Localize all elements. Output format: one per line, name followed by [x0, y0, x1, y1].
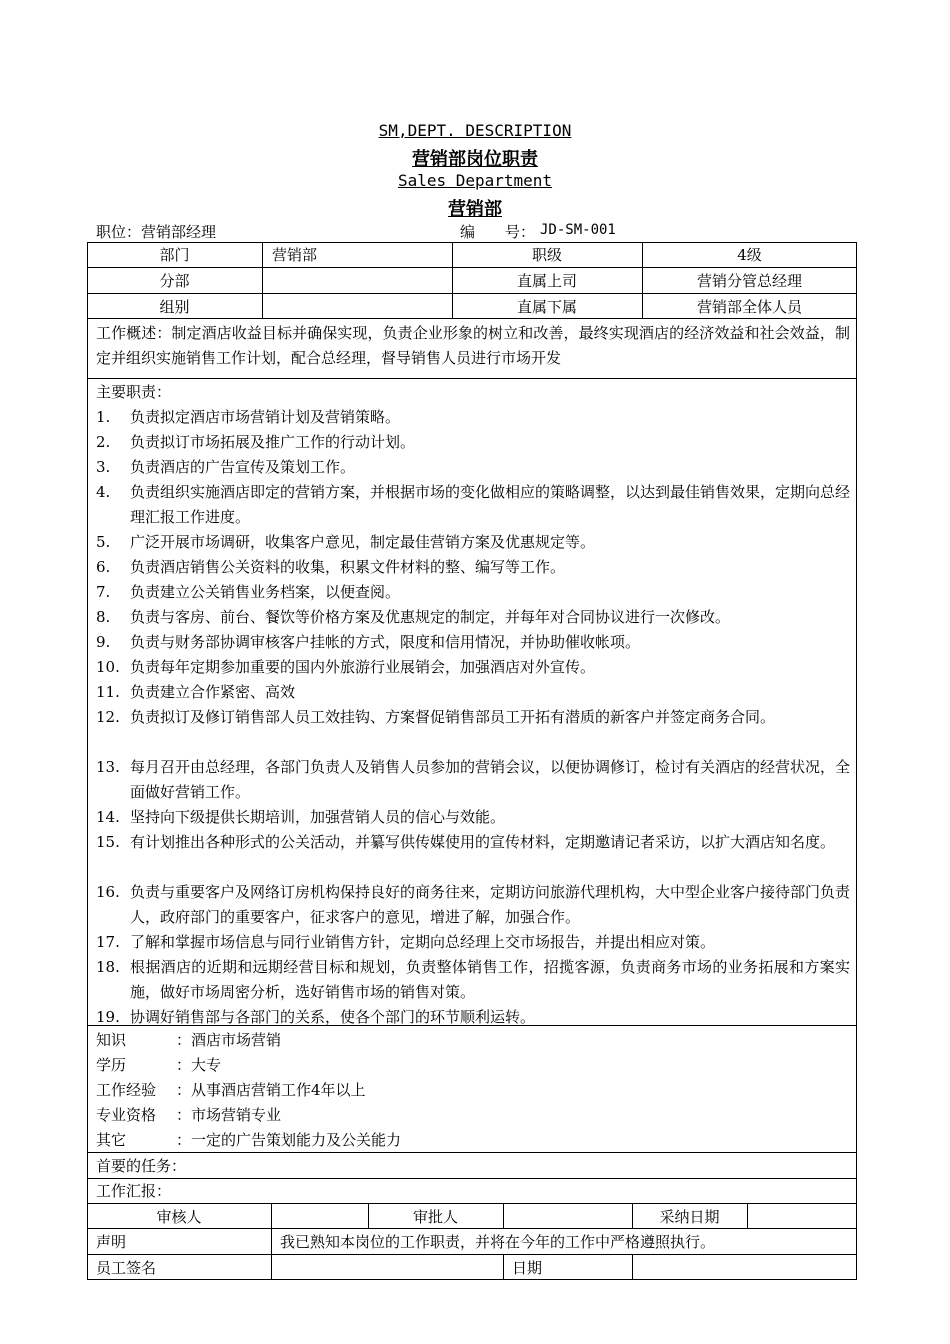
subordinate-value: 营销部全体人员 — [696, 298, 802, 316]
signoff-col-divider — [503, 1254, 504, 1280]
duty-item: 负责酒店的广告宣传及策划工作。 — [130, 458, 356, 476]
duty-number: 17. — [96, 933, 120, 951]
other-label: 其它 — [96, 1131, 127, 1149]
statement-text: 我已熟知本岗位的工作职责，并将在今年的工作中严格遵照执行。 — [280, 1233, 716, 1251]
duty-number: 16. — [96, 883, 120, 901]
info-col-divider — [262, 242, 263, 319]
duty-number: 7. — [96, 583, 111, 601]
duty-number: 10. — [96, 658, 120, 676]
position-title: 职位：营销部经理 — [96, 223, 217, 241]
duty-number: 9. — [96, 633, 111, 651]
duty-number: 13. — [96, 758, 120, 776]
header-department-chinese: 营销部 — [448, 199, 502, 220]
duty-item: 负责每年定期参加重要的国内外旅游行业展销会，加强酒店对外宣传。 — [130, 658, 596, 676]
duty-number: 19. — [96, 1008, 120, 1026]
duty-number: 1. — [96, 408, 111, 426]
duty-number: 12. — [96, 708, 120, 726]
duty-item: 协调好销售部与各部门的关系，使各个部门的环节顺利运转。 — [130, 1008, 536, 1026]
info-row-divider — [87, 293, 857, 294]
education-value: ：大专 — [176, 1056, 222, 1074]
duty-item: 了解和掌握市场信息与同行业销售方针，定期向总经理上交市场报告，并提出相应对策。 — [130, 933, 716, 951]
knowledge-row — [96, 1028, 281, 1052]
experience-label: 工作经验 — [96, 1081, 157, 1099]
duty-number: 11. — [96, 683, 120, 701]
duty-item: 负责建立合作紧密、高效 — [130, 683, 296, 701]
duty-number: 18. — [96, 958, 120, 976]
education-row — [96, 1053, 221, 1077]
grade-label: 职级 — [531, 246, 562, 264]
reviewer-label: 审核人 — [156, 1208, 202, 1226]
duty-item: 负责拟订及修订销售部人员工效挂钩、方案督促销售部员工开拓有潜质的新客户并签定商务合同。 — [130, 708, 776, 726]
primary-tasks-box — [87, 1152, 857, 1179]
work-report-label: 工作汇报： — [96, 1182, 172, 1200]
duty-item: 负责与财务部协调审核客户挂帐的方式，限度和信用情况，并协助催收帐项。 — [130, 633, 641, 651]
signoff-col-divider — [632, 1254, 633, 1280]
employee-signature-label: 员工签名 — [96, 1259, 157, 1277]
group-label: 组别 — [159, 298, 190, 316]
knowledge-label: 知识 — [96, 1031, 127, 1049]
subordinate-label: 直属下属 — [516, 298, 577, 316]
primary-tasks-label: 首要的任务： — [96, 1157, 187, 1175]
signoff-col-divider — [503, 1203, 504, 1229]
department-value: 营销部 — [272, 246, 318, 264]
duty-item: 负责与客房、前台、餐饮等价格方案及优惠规定的制定，并每年对合同协议进行一次修改。 — [130, 608, 731, 626]
duty-number: 15. — [96, 833, 120, 851]
duties-title: 主要职责： — [96, 383, 172, 401]
duty-item: 负责建立公关销售业务档案，以便查阅。 — [130, 583, 401, 601]
statement-label: 声明 — [96, 1233, 127, 1251]
certification-label: 专业资格 — [96, 1106, 157, 1124]
signoff-col-divider — [747, 1203, 748, 1229]
info-row-divider — [87, 267, 857, 268]
duty-number: 5. — [96, 533, 111, 551]
duty-number: 3. — [96, 458, 111, 476]
duty-number: 6. — [96, 558, 111, 576]
certification-row — [96, 1103, 281, 1127]
duty-item: 每月召开由总经理，各部门负责人及销售人员参加的营销会议，以便协调修订，检讨有关酒店的经营状况，全面做好营销工作。 — [130, 758, 851, 801]
duty-item: 负责拟订市场拓展及推广工作的行动计划。 — [130, 433, 416, 451]
adopt-date-label: 采纳日期 — [659, 1208, 720, 1226]
duty-number: 14. — [96, 808, 120, 826]
header-english-title: SM,DEPT. DESCRIPTION — [378, 121, 572, 140]
duty-item: 负责拟定酒店市场营销计划及营销策略。 — [130, 408, 401, 426]
superior-value: 营销分管总经理 — [696, 272, 802, 290]
duty-item: 根据酒店的近期和远期经营目标和规划，负责整体销售工作，招揽客源，负责商务市场的业务拓展和方案实施，做好市场周密分析，选好销售市场的销售对策。 — [130, 958, 850, 1001]
duty-item: 负责酒店销售公关资料的收集，积累文件材料的整、编写等工作。 — [130, 558, 566, 576]
approver-label: 审批人 — [412, 1208, 458, 1226]
duty-item: 有计划推出各种形式的公关活动，并纂写供传媒使用的宣传材料，定期邀请记者采访，以扩大酒店知名度。 — [130, 833, 836, 851]
department-label: 部门 — [159, 246, 190, 264]
knowledge-value: ：酒店市场营销 — [176, 1031, 282, 1049]
other-row — [96, 1128, 401, 1152]
duty-item: 负责组织实施酒店即定的营销方案，并根据市场的变化做相应的策略调整，以达到最佳销售效果，定期向总经理汇报工作进度。 — [130, 483, 851, 526]
grade-value: 4级 — [737, 246, 762, 264]
date-label: 日期 — [512, 1259, 543, 1277]
duty-item: 坚持向下级提供长期培训，加强营销人员的信心与效能。 — [130, 808, 506, 826]
other-value: ：一定的广告策划能力及公关能力 — [176, 1131, 402, 1149]
branch-label: 分部 — [159, 272, 190, 290]
duty-number: 8. — [96, 608, 111, 626]
signoff-col-divider — [271, 1203, 272, 1280]
signoff-row-divider — [87, 1254, 857, 1255]
duty-number: 2. — [96, 433, 111, 451]
work-report-box — [87, 1178, 857, 1204]
education-label: 学历 — [96, 1056, 127, 1074]
work-overview: 工作概述：制定酒店收益目标并确保实现，负责企业形象的树立和改善，最终实现酒店的经济效益和社会效益，制定并组织实施销售工作计划，配合总经理，督导销售人员进行市场开发 — [96, 324, 850, 367]
duty-item: 广泛开展市场调研，收集客户意见，制定最佳营销方案及优惠规定等。 — [130, 533, 596, 551]
document-number-label: 编 号： — [460, 223, 536, 241]
header-chinese-title: 营销部岗位职责 — [412, 149, 538, 170]
superior-label: 直属上司 — [516, 272, 577, 290]
document-number-value: JD-SM-001 — [540, 222, 616, 238]
duty-number: 4. — [96, 483, 111, 501]
experience-row — [96, 1078, 366, 1102]
header-department-english: Sales Department — [397, 171, 553, 190]
certification-value: ：市场营销专业 — [176, 1106, 282, 1124]
duty-item: 负责与重要客户及网络订房机构保持良好的商务往来，定期访问旅游代理机构，大中型企业客户接待部门负责人，政府部门的重要客户，征求客户的意见，增进了解，加强合作。 — [130, 883, 851, 926]
experience-value: ：从事酒店营销工作4年以上 — [176, 1081, 366, 1099]
